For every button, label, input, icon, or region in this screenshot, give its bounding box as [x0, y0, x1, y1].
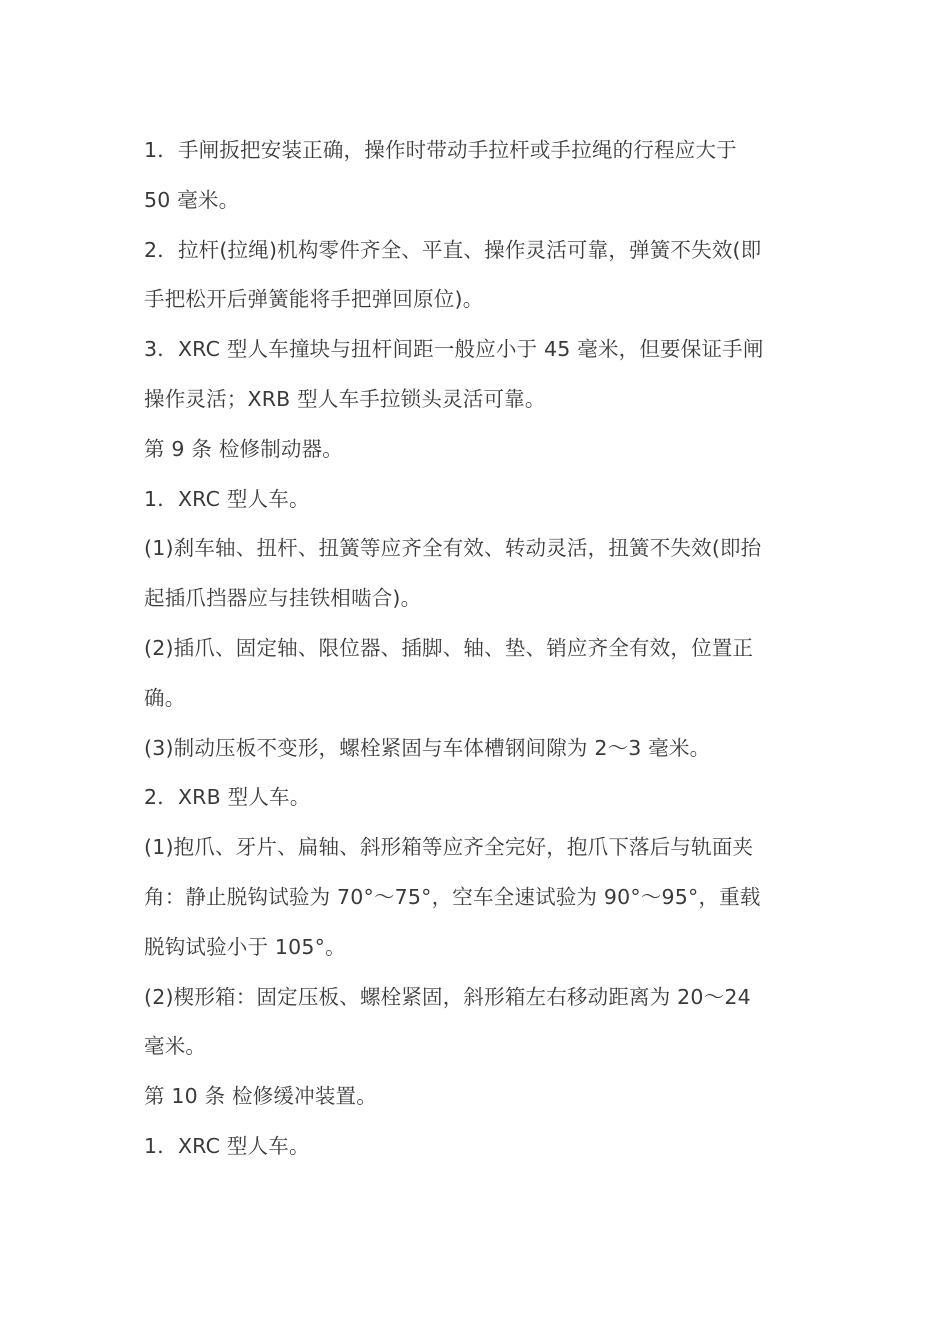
- text-line: 确。: [144, 685, 186, 710]
- document-body: [144, 126, 814, 1172]
- text-line: 50 毫米。: [144, 187, 240, 212]
- text-line: 角：静止脱钩试验为 70°～75°，空车全速试验为 90°～95°，重载: [144, 884, 761, 909]
- section-heading: 第 10 条 检修缓冲装置。: [144, 1084, 377, 1109]
- text-line: (1)刹车轴、扭杆、扭簧等应齐全有效、转动灵活，扭簧不失效(即抬: [144, 536, 762, 561]
- text-line: 手把松开后弹簧能将手把弹回原位)。: [144, 287, 484, 312]
- text-line: 3．XRC 型人车撞块与扭杆间距一般应小于 45 毫米，但要保证手闸: [144, 337, 764, 362]
- text-line: 操作灵活；XRB 型人车手拉锁头灵活可靠。: [144, 386, 546, 411]
- text-line: 2．拉杆(拉绳)机构零件齐全、平直、操作灵活可靠，弹簧不失效(即: [144, 237, 762, 262]
- text-line: 1．XRC 型人车。: [144, 486, 310, 511]
- text-line: 1．手闸扳把安装正确，操作时带动手拉杆或手拉绳的行程应大于: [144, 138, 737, 162]
- text-line: 毫米。: [144, 1034, 207, 1059]
- text-line: 起插爪挡器应与挂铁相啮合)。: [144, 586, 422, 611]
- text-line: (3)制动压板不变形，螺栓紧固与车体槽钢间隙为 2～3 毫米。: [144, 735, 711, 760]
- text-line: (2)插爪、固定轴、限位器、插脚、轴、垫、销应齐全有效，位置正: [144, 635, 754, 660]
- text-line: 1．XRC 型人车。: [144, 1133, 310, 1158]
- text-line: 脱钩试验小于 105°。: [144, 934, 346, 959]
- section-heading: 第 9 条 检修制动器。: [144, 436, 343, 461]
- text-line: (2)楔形箱：固定压板、螺栓紧固，斜形箱左右移动距离为 20～24: [144, 984, 751, 1009]
- text-line: (1)抱爪、牙片、扁轴、斜形箱等应齐全完好，抱爪下落后与轨面夹: [144, 835, 754, 860]
- text-line: 2．XRB 型人车。: [144, 785, 311, 810]
